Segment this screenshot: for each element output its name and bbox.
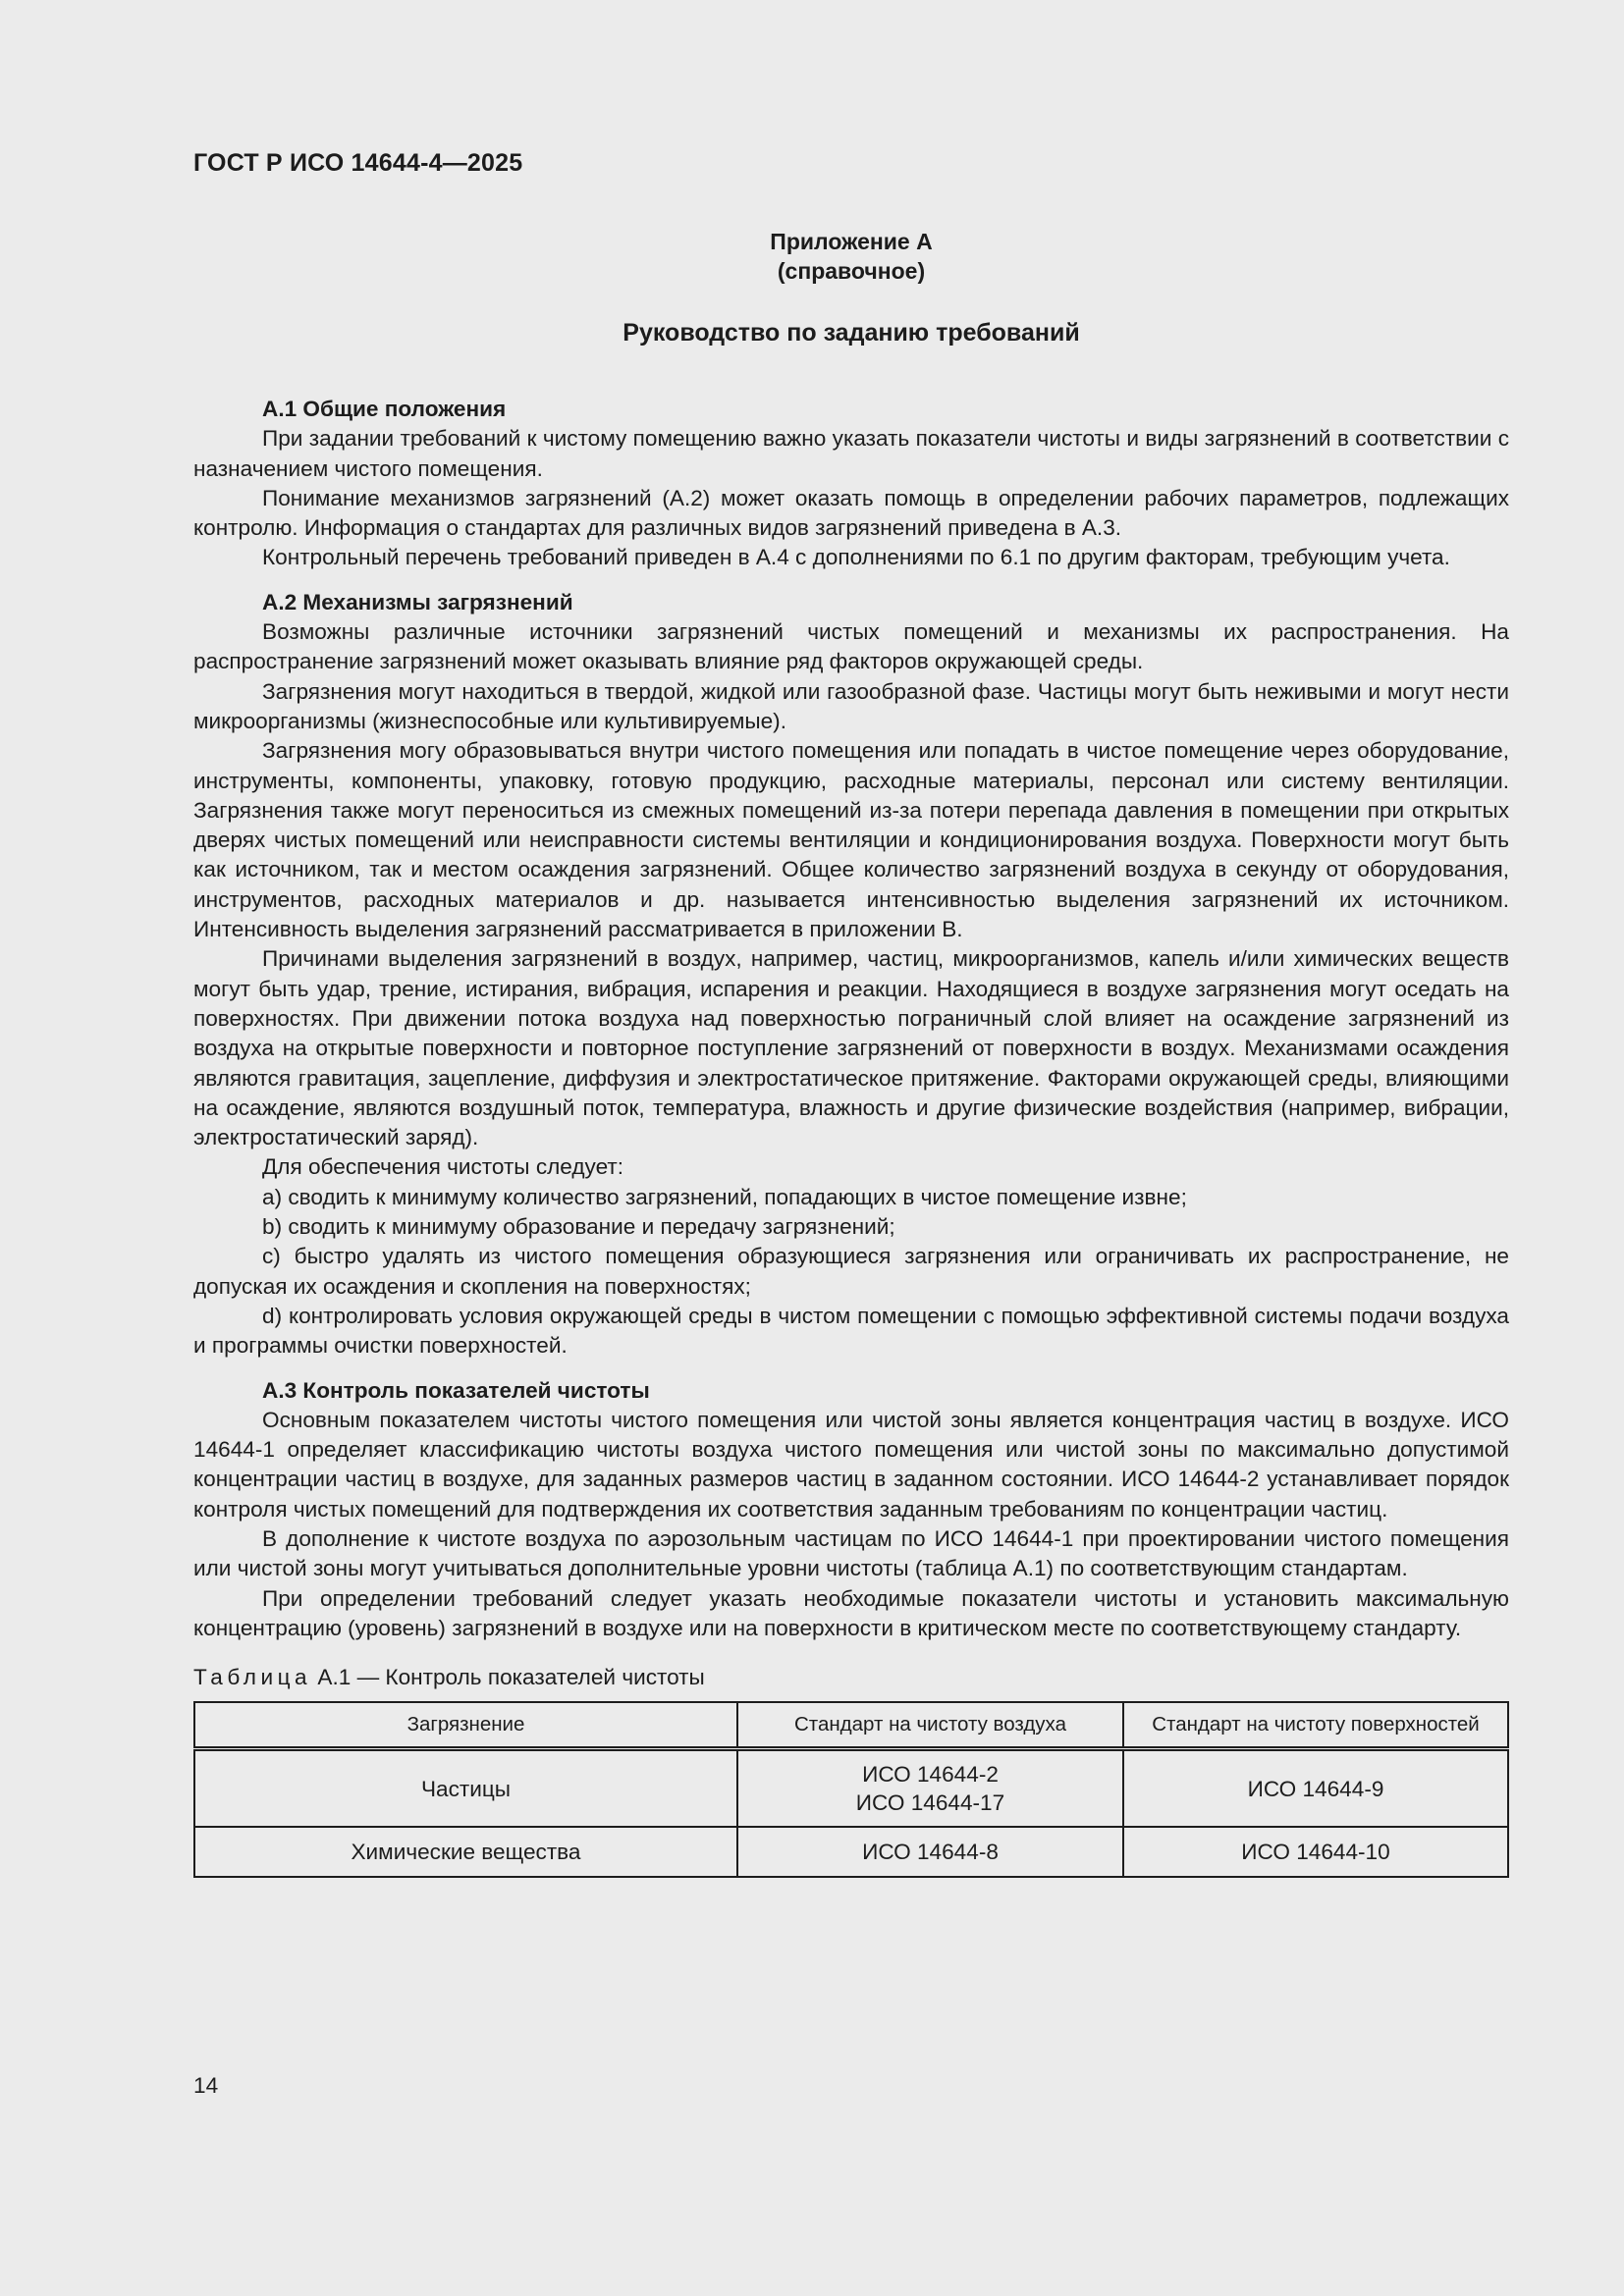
table-cell: Частицы	[194, 1749, 737, 1828]
section-a1	[193, 395, 1509, 573]
table-cell: ИСО 14644-9	[1123, 1749, 1508, 1828]
paragraph: Причинами выделения загрязнений в воздух, например, частиц, микроорганизмов, капель и/или химических веществ могут быть удар, трение, истирания, вибрация, испарения и реакции. Находящиеся в воздухе загрязнения могут оседать на поверхностях. При движении потока воздуха над поверхностью пограничный слой влияет на осаждение загрязнений из воздуха на открытые поверхности и повторное поступление загрязнений от поверхности в воздух. Механизмами осаждения являются гравитация, зацепление, диффузия и электростатическое притяжение. Факторами окружающей среды, влияющими на осаждение, являются воздушный поток, температура, влажность и другие физические воздействия (например, вибрации, электростатический заряд).	[193, 946, 1509, 1150]
paragraph: Загрязнения могут находиться в твердой, жидкой или газообразной фазе. Частицы могут быть неживыми и могут нести микроорганизмы (жизнеспособные или культивируемые).	[193, 678, 1509, 733]
table-row	[194, 1749, 1508, 1828]
paragraph: Основным показателем чистоты чистого помещения или чистой зоны является концентрация частиц в воздухе. ИСО 14644-1 определяет классификацию чистоты воздуха чистого помещения или чистой зоны по максимально допустимой концентрации частиц в воздухе, для заданных размеров частиц в заданном состоянии. ИСО 14644-2 устанавливает порядок контроля чистых помещений для подтверждения их соответствия заданным требованиям по концентрации частиц.	[193, 1407, 1509, 1522]
table-cell: ИСО 14644-10	[1123, 1827, 1508, 1877]
document-code: ГОСТ Р ИСО 14644-4—2025	[193, 149, 523, 177]
paragraph: Возможны различные источники загрязнений чистых помещений и механизмы их распространения. На распространение загрязнений может оказывать влияние ряд факторов окружающей среды.	[193, 619, 1509, 674]
list-item: b) сводить к минимуму образование и передачу загрязнений;	[262, 1214, 895, 1240]
paragraph: Для обеспечения чистоты следует:	[262, 1154, 624, 1180]
table-cell: Химические вещества	[194, 1827, 737, 1877]
table-header-row	[194, 1702, 1508, 1749]
list-item: d) контролировать условия окружающей среды в чистом помещении с помощью эффективной системы подачи воздуха и программы очистки поверхностей.	[193, 1303, 1509, 1359]
page-number: 14	[193, 2073, 219, 2098]
column-header: Загрязнение	[194, 1702, 737, 1749]
paragraph: Контрольный перечень требований приведен в А.4 с дополнениями по 6.1 по другим факторам, требующим учета.	[262, 545, 1450, 570]
standards-table	[193, 1701, 1509, 1878]
list-item: a) сводить к минимуму количество загрязнений, попадающих в чистое помещение извне;	[262, 1184, 1187, 1209]
paragraph: В дополнение к чистоте воздуха по аэрозольным частицам по ИСО 14644-1 при проектировании чистого помещения или чистой зоны могут учитываться дополнительные уровни чистоты (таблица А.1) по соответствующим стандартам.	[193, 1525, 1509, 1581]
column-header: Стандарт на чистоту поверхностей	[1123, 1702, 1508, 1749]
cell-line: ИСО 14644-17	[855, 1790, 1005, 1816]
document-body	[193, 395, 1509, 1878]
paragraph: При задании требований к чистому помещению важно указать показатели чистоты и виды загрязнений в соответствии с назначением чистого помещения.	[193, 426, 1509, 481]
section-a2	[193, 588, 1509, 1362]
paragraph: Понимание механизмов загрязнений (А.2) может оказать помощь в определении рабочих параметров, подлежащих контролю. Информация о стандартах для различных видов загрязнений приведена в А.3.	[193, 485, 1509, 541]
table-cell	[737, 1749, 1123, 1828]
table-caption	[193, 1663, 1509, 1692]
paragraph: При определении требований следует указать необходимые показатели чистоты и установить максимальную концентрацию (уровень) загрязнений в воздухе или на поверхности в критическом месте по соответствующему стандарту.	[193, 1585, 1509, 1640]
appendix-heading: Руководство по заданию требований	[623, 319, 1080, 347]
list-item: c) быстро удалять из чистого помещения образующиеся загрязнения или ограничивать их распространение, не допуская их осаждения и скопления на поверхностях;	[193, 1244, 1509, 1299]
appendix-title: Приложение А	[770, 229, 933, 254]
section-a3	[193, 1376, 1509, 1644]
table-row	[194, 1827, 1508, 1877]
section-heading: А.1 Общие положения	[262, 397, 507, 421]
appendix-title-block	[193, 227, 1509, 286]
column-header: Стандарт на чистоту воздуха	[737, 1702, 1123, 1749]
table-cell: ИСО 14644-8	[737, 1827, 1123, 1877]
section-heading: А.3 Контроль показателей чистоты	[262, 1377, 650, 1403]
table-caption-text: А.1 — Контроль показателей чистоты	[317, 1665, 705, 1690]
paragraph: Загрязнения могу образовываться внутри чистого помещения или попадать в чистое помещение через оборудование, инструменты, компоненты, упаковку, готовую продукцию, расходные материалы, персонал или систему вентиляции. Загрязнения также могут переноситься из смежных помещений из-за потери перепада давления в помещении при открытых дверях чистых помещений или неисправности системы вентиляции и кондиционирования воздуха. Поверхности могут быть как источником, так и местом осаждения загрязнений. Общее количество загрязнений воздуха в секунду от оборудования, инструментов, расходных материалов и др. называется интенсивностью выделения загрязнений их источником. Интенсивность выделения загрязнений рассматривается в приложении В.	[193, 738, 1509, 942]
table-caption-label: Таблица	[193, 1665, 312, 1690]
section-heading: А.2 Механизмы загрязнений	[262, 589, 573, 614]
cell-line: ИСО 14644-2	[862, 1762, 999, 1788]
appendix-type: (справочное)	[777, 258, 926, 284]
